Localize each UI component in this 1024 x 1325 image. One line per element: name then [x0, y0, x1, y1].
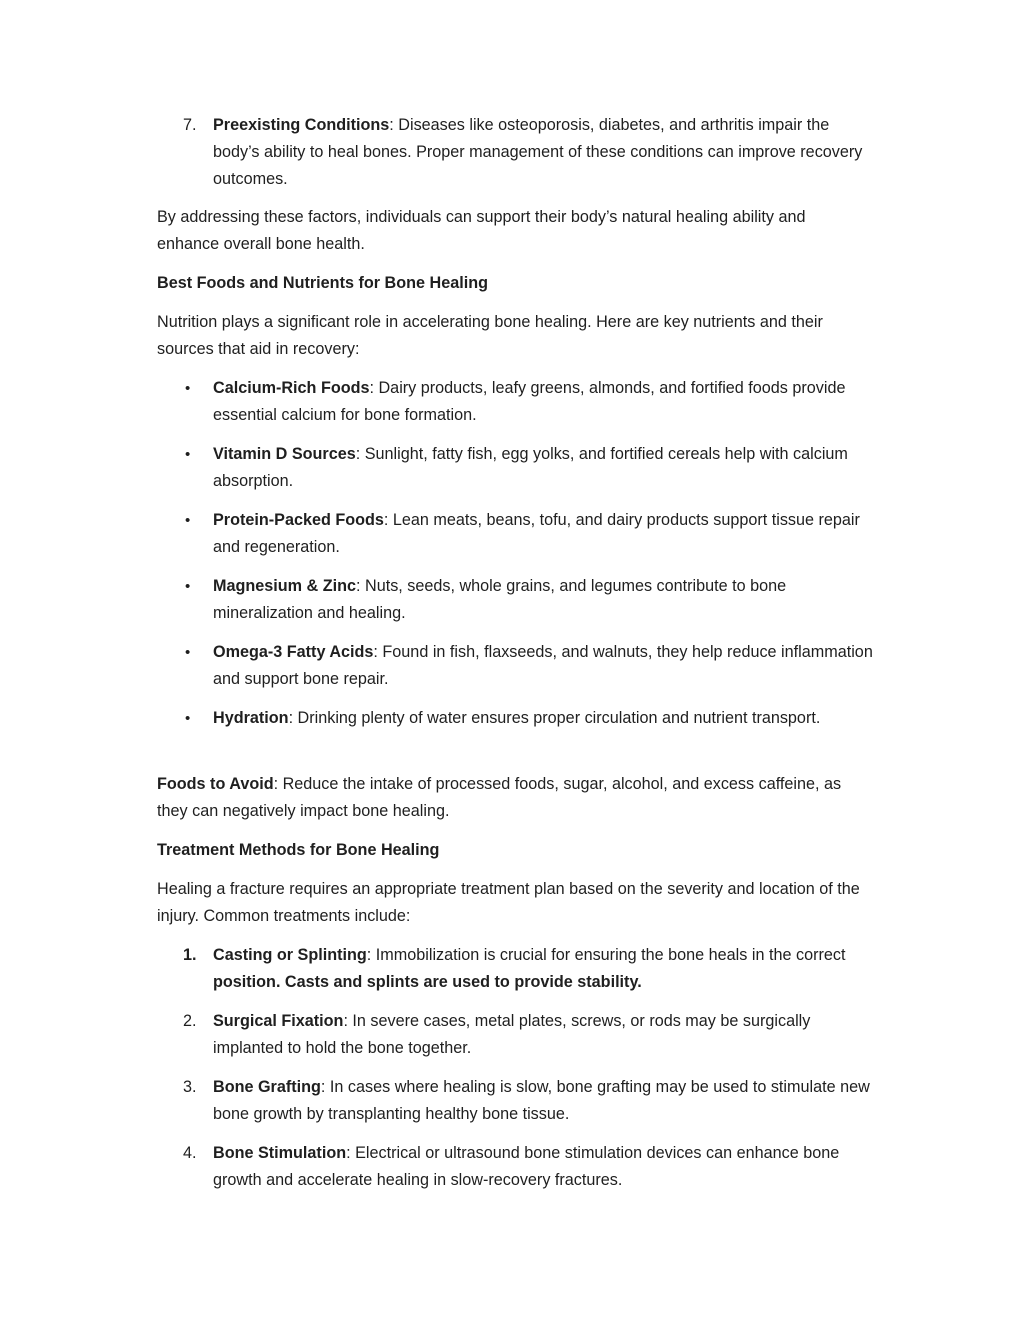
list-item-preexisting-conditions — [213, 112, 873, 193]
list-item-omega-3 — [213, 639, 873, 693]
term: Hydration — [213, 709, 289, 727]
description: : Sunlight, fatty fish, egg yolks, and fortified cereals help with calcium absorption. — [213, 445, 848, 490]
term: Preexisting Conditions — [213, 116, 390, 134]
description: : In cases where healing is slow, bone grafting may be used to stimulate new bone growth by transplanting healthy bone tissue. — [213, 1078, 870, 1123]
list-item-magnesium-zinc — [213, 573, 873, 627]
bullet-marker: • — [185, 380, 191, 397]
term: Bone Grafting — [213, 1078, 321, 1096]
description: : Dairy products, leafy greens, almonds, and fortified foods provide essential calcium for bone formation. — [213, 379, 846, 424]
description: : Found in fish, flaxseeds, and walnuts, they help reduce inflammation and support bone repair. — [213, 643, 873, 688]
list-number: 7. — [183, 116, 197, 134]
term: Calcium-Rich Foods — [213, 379, 370, 397]
term: Vitamin D Sources — [213, 445, 356, 463]
term: Bone Stimulation — [213, 1144, 347, 1162]
list-item-calcium — [213, 375, 873, 429]
list-item-bone-grafting — [213, 1074, 873, 1128]
list-item-hydration — [213, 705, 873, 732]
bullet-marker: • — [185, 512, 191, 529]
term: Omega-3 Fatty Acids — [213, 643, 374, 661]
term: Foods to Avoid — [157, 775, 274, 793]
description: : Diseases like osteoporosis, diabetes, and arthritis impair the body’s ability to heal bones. Proper management of these conditions can improve recovery outcomes. — [213, 116, 863, 188]
foods-to-avoid-paragraph — [157, 771, 872, 825]
list-number: 2. — [183, 1012, 197, 1030]
description-bold: position. Casts and splints are used to provide stability. — [213, 973, 642, 991]
list-item-surgical-fixation — [213, 1008, 873, 1062]
term: Magnesium & Zinc — [213, 577, 357, 595]
bullet-marker: • — [185, 578, 191, 595]
description: : Nuts, seeds, whole grains, and legumes contribute to bone mineralization and healing. — [213, 577, 787, 622]
term: Protein-Packed Foods — [213, 511, 384, 529]
description: : Drinking plenty of water ensures proper circulation and nutrient transport. — [288, 709, 821, 727]
summary-paragraph: By addressing these factors, individuals can support their body’s natural healing ability and enhance overall bone health. — [157, 208, 806, 253]
list-item-vitamin-d — [213, 441, 873, 495]
list-item-bone-stimulation — [213, 1140, 873, 1194]
bullet-marker: • — [185, 644, 191, 661]
term: Casting or Splinting — [213, 946, 367, 964]
description: : Electrical or ultrasound bone stimulation devices can enhance bone growth and accelerate healing in slow-recovery fractures. — [213, 1144, 840, 1189]
section-heading-treatment: Treatment Methods for Bone Healing — [157, 841, 440, 859]
list-item-casting — [213, 942, 873, 996]
list-number: 4. — [183, 1144, 197, 1162]
list-number: 3. — [183, 1078, 197, 1096]
description: : Reduce the intake of processed foods, sugar, alcohol, and excess caffeine, as they can negatively impact bone healing. — [157, 775, 842, 820]
list-item-protein — [213, 507, 873, 561]
bullet-marker: • — [185, 710, 191, 727]
bullet-marker: • — [185, 446, 191, 463]
description: : In severe cases, metal plates, screws, or rods may be surgically implanted to hold the bone together. — [213, 1012, 811, 1057]
description: : Immobilization is crucial for ensuring the bone heals in the correct — [366, 946, 846, 964]
list-number: 1. — [183, 946, 197, 964]
section-heading-foods: Best Foods and Nutrients for Bone Healing — [157, 274, 488, 292]
description: : Lean meats, beans, tofu, and dairy products support tissue repair and regeneration. — [213, 511, 860, 556]
treatment-paragraph: Healing a fracture requires an appropriate treatment plan based on the severity and location of the injury. Common treatments include: — [157, 880, 860, 925]
nutrition-paragraph: Nutrition plays a significant role in accelerating bone healing. Here are key nutrients and their sources that aid in recovery: — [157, 313, 823, 358]
term: Surgical Fixation — [213, 1012, 344, 1030]
